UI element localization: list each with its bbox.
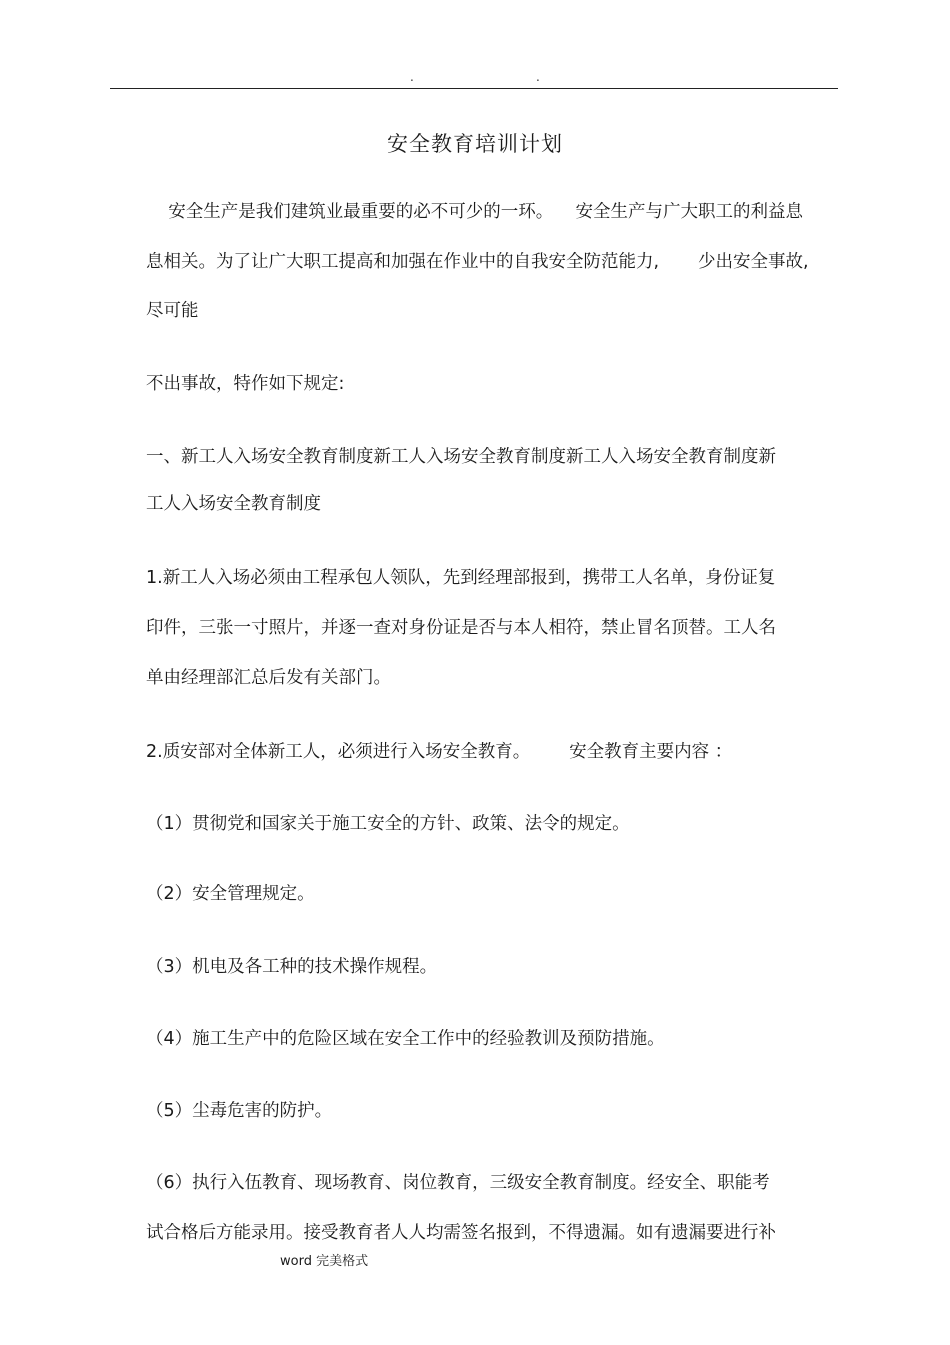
paragraph-line: 单由经理部汇总后发有关部门。 <box>146 668 391 688</box>
paragraph-line: 安全生产是我们建筑业最重要的必不可少的一环。 安全生产与广大职工的利益息 <box>146 202 803 222</box>
list-item: （6）执行入伍教育、现场教育、岗位教育，三级安全教育制度。经安全、职能考 <box>146 1173 770 1193</box>
header-dot: . <box>410 70 414 84</box>
paragraph-line: 1.新工人入场必须由工程承包人领队，先到经理部报到，携带工人名单，身份证复 <box>146 568 776 588</box>
header-rule <box>110 88 838 89</box>
paragraph-line: 尽可能 <box>146 301 199 321</box>
header-dot: . <box>536 70 540 84</box>
list-item: （3）机电及各工种的技术操作规程。 <box>146 957 438 977</box>
paragraph-line: 不出事故，特作如下规定: <box>146 374 345 394</box>
document-title: 安全教育培训计划 <box>387 132 563 156</box>
section-heading: 工人入场安全教育制度 <box>146 494 321 514</box>
list-item: （2）安全管理规定。 <box>146 884 315 904</box>
list-item: （5）尘毒危害的防护。 <box>146 1101 333 1121</box>
paragraph-line: 息相关。为了让广大职工提高和加强在作业中的自我安全防范能力, 少出安全事故, <box>146 252 809 272</box>
paragraph-line: 2.质安部对全体新工人，必须进行入场安全教育。 安全教育主要内容 ： <box>146 742 733 762</box>
section-heading: 一、新工人入场安全教育制度新工人入场安全教育制度新工人入场安全教育制度新 <box>146 447 776 467</box>
page-footer: word 完美格式 <box>280 1254 369 1269</box>
list-item: （4）施工生产中的危险区域在安全工作中的经验教训及预防措施。 <box>146 1029 665 1049</box>
paragraph-line: 印件，三张一寸照片，并逐一查对身份证是否与本人相符，禁止冒名顶替。工人名 <box>146 618 776 638</box>
list-item: 试合格后方能录用。接受教育者人人均需签名报到，不得遗漏。如有遗漏要进行补 <box>146 1223 776 1243</box>
list-item: （1）贯彻党和国家关于施工安全的方针、政策、法令的规定。 <box>146 814 630 834</box>
